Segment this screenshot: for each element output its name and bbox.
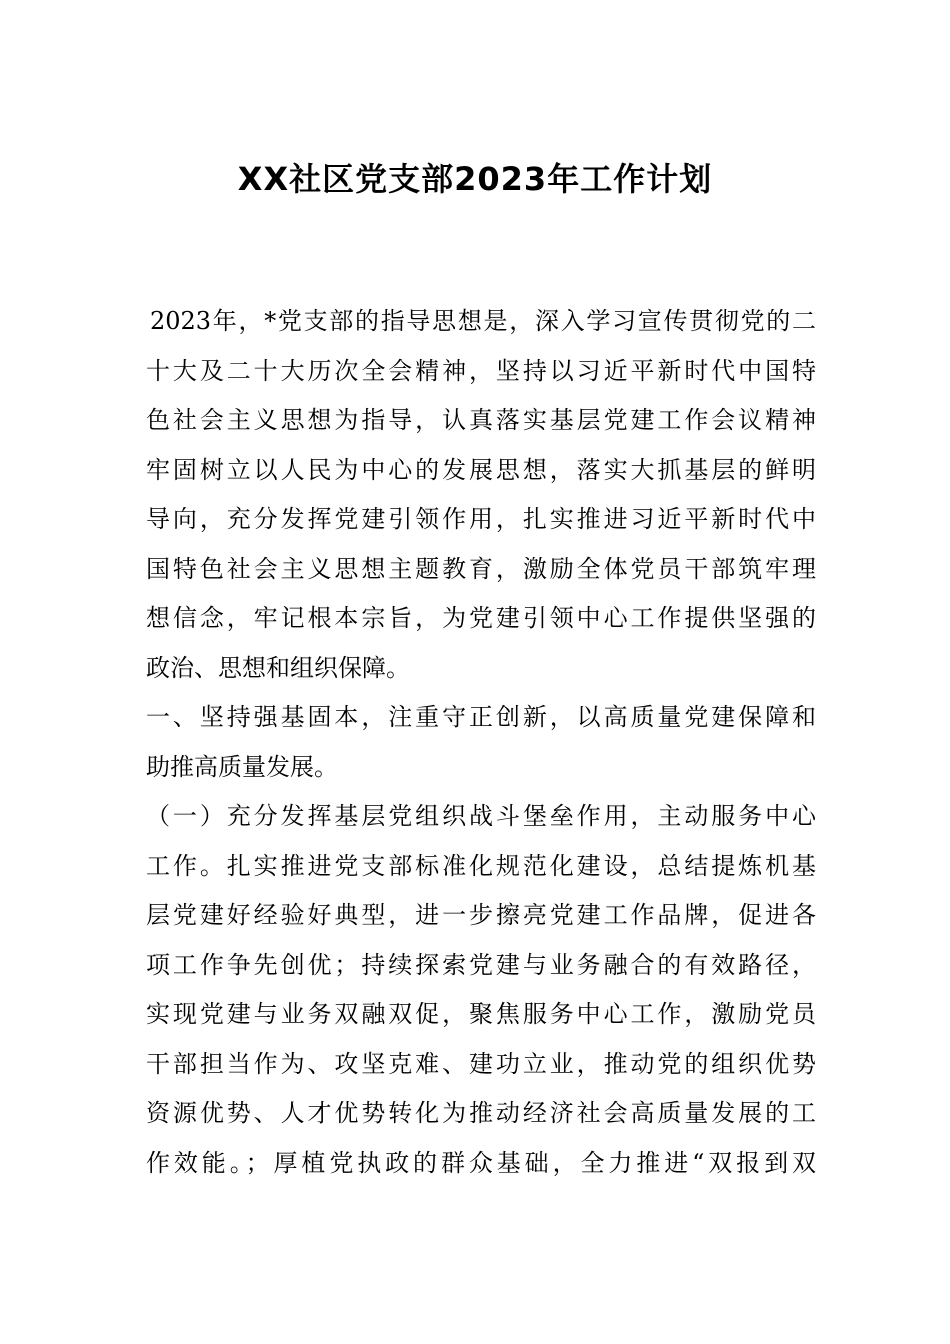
paragraph-line: 国特色社会主义思想主题教育，激励全体党员干部筑牢理	[146, 554, 816, 583]
paragraph-line: 干部担当作为、攻坚克难、建功立业，推动党的组织优势	[146, 1049, 816, 1078]
paragraph-line: （一）充分发挥基层党组织战斗堡垒作用，主动服务中心	[146, 802, 816, 830]
paragraph-line: 资源优势、人才优势转化为推动经济社会高质量发展的工	[146, 1099, 816, 1127]
paragraph-line: 项工作争先创优；持续探索党建与业务融合的有效路径，	[146, 950, 816, 979]
paragraph-line: 实现党建与业务双融双促，聚焦服务中心工作，激励党员	[146, 1000, 816, 1028]
paragraph-line: 工作。扎实推进党支部标准化规范化建设，总结提炼机基	[146, 851, 816, 880]
paragraph-line: 牢固树立以人民为中心的发展思想，落实大抓基层的鲜明	[146, 455, 816, 484]
paragraph-line: 想信念，牢记根本宗旨，为党建引领中心工作提供坚强的	[146, 604, 816, 632]
paragraph-line: 导向，充分发挥党建引领作用，扎实推进习近平新时代中	[146, 505, 816, 533]
paragraph-line: 助推高质量发展。	[146, 752, 338, 781]
paragraph-line: 作效能。；厚植党执政的群众基础，全力推进“双报到双	[146, 1148, 816, 1177]
paragraph-line: 色社会主义思想为指导，认真落实基层党建工作会议精神	[146, 406, 816, 434]
paragraph-line: 一、坚持强基固本，注重守正创新，以高质量党建保障和	[146, 703, 816, 731]
page-title: XX社区党支部2023年工作计划	[237, 160, 713, 198]
paragraph-line: 2023年，*党支部的指导思想是，深入学习宣传贯彻党的二	[150, 307, 816, 335]
paragraph-line: 十大及二十大历次全会精神，坚持以习近平新时代中国特	[146, 356, 816, 385]
paragraph-line: 政治、思想和组织保障。	[146, 653, 410, 682]
paragraph-line: 层党建好经验好典型，进一步擦亮党建工作品牌，促进各	[146, 901, 816, 929]
